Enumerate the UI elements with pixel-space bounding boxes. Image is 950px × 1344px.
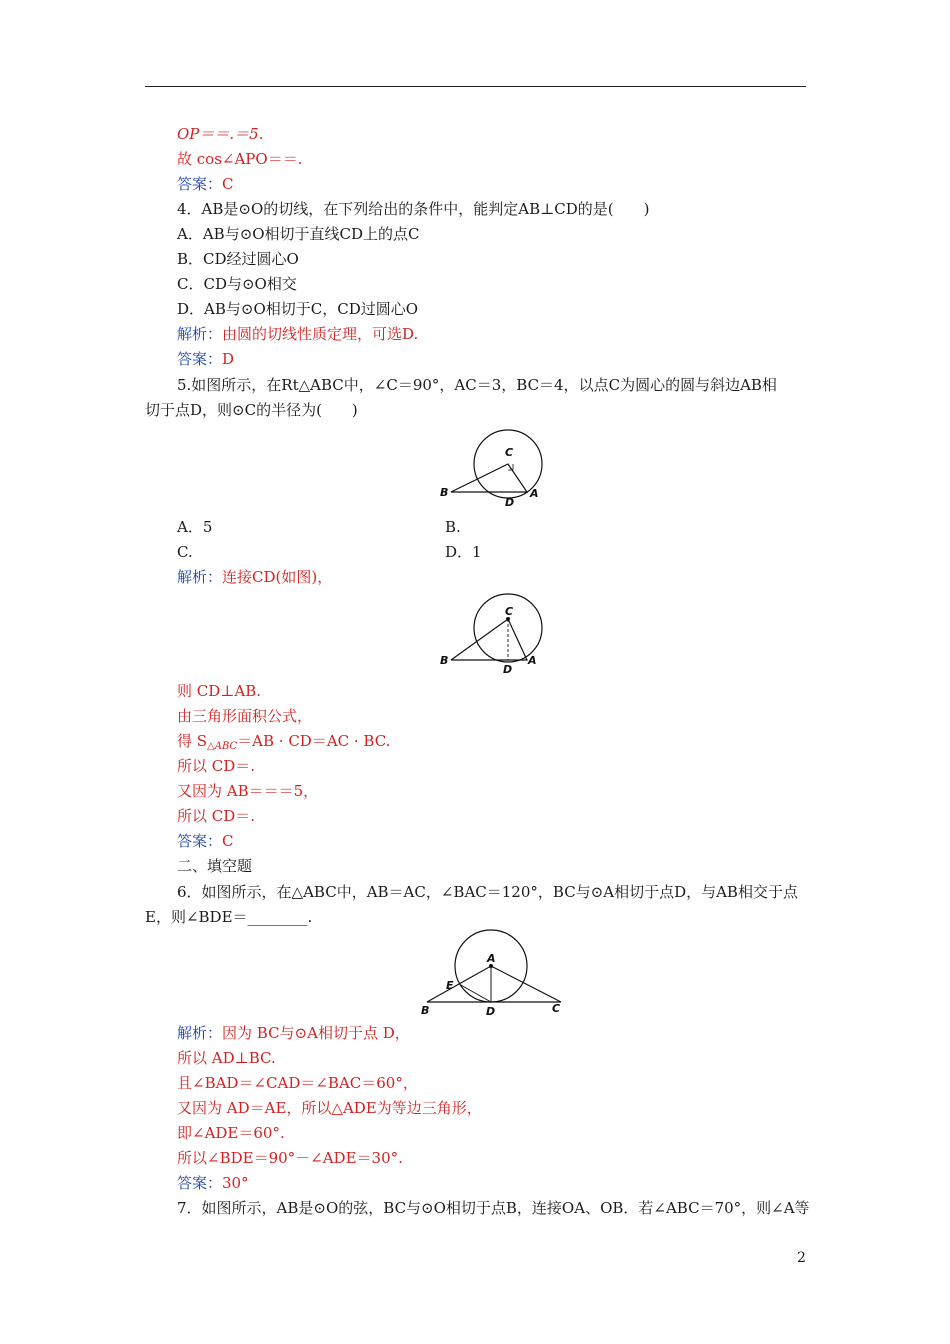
step-line: 又因为 AD＝AE，所以△ADE为等边三角形， [177, 1099, 482, 1117]
section-heading: 二、填空题 [177, 857, 253, 875]
answer-value: C [222, 175, 234, 193]
solution-line [177, 567, 332, 587]
question-5-line2: 切于点D，则⊙C的半径为( ) [145, 401, 358, 419]
triangle-abc [451, 464, 527, 492]
answer-label: 答案： [177, 832, 223, 850]
label-b: B [440, 654, 449, 667]
solution-label: 解析： [177, 325, 223, 343]
question-6-line2: E，则∠BDE＝________. [145, 908, 313, 926]
step-line: 所以 CD＝. [177, 807, 256, 825]
label-c: C [552, 1002, 561, 1015]
option-c: C. [177, 543, 193, 561]
label-d: D [505, 496, 515, 509]
question-7: 7．如图所示，AB是⊙O的弦，BC与⊙O相切于点B，连接OA、OB．若∠ABC＝70°，则∠A等 [177, 1199, 810, 1217]
answer-value: C [222, 832, 234, 850]
answer-line [177, 1173, 249, 1193]
answer-line [177, 174, 234, 194]
step-line: 所以∠BDE＝90°－∠ADE＝30°. [177, 1149, 403, 1167]
answer-line [177, 831, 234, 851]
label-b: B [440, 486, 449, 499]
option-c: C．CD与⊙O相交 [177, 275, 297, 293]
step-line: 即∠ADE＝60°. [177, 1124, 285, 1142]
step-line: 又因为 AB＝＝＝5， [177, 782, 319, 800]
text-line: 故 cos∠APO＝＝. [177, 150, 303, 168]
area-subscript: △ABC [207, 741, 238, 752]
question-6-line1: 6．如图所示，在△ABC中，AB＝AC，∠BAC＝120°，BC与⊙A相切于点D，与AB相交于点 [177, 883, 798, 901]
solution-line [177, 1023, 410, 1043]
step-line: 所以 CD＝. [177, 757, 256, 775]
step-line [177, 731, 390, 757]
solution-text: 由圆的切线性质定理，可选D. [222, 325, 419, 343]
step-line: 所以 AD⊥BC. [177, 1049, 276, 1067]
label-a: A [487, 952, 496, 965]
answer-line [177, 349, 234, 369]
answer-value: 30° [222, 1174, 249, 1192]
label-d: D [486, 1005, 496, 1018]
option-b: B．CD经过圆心O [177, 250, 299, 268]
label-c: C [505, 446, 514, 459]
solution-text: 因为 BC与⊙A相切于点 D， [222, 1024, 410, 1042]
label-e: E [446, 979, 454, 992]
step-line: 且∠BAD＝∠CAD＝∠BAC＝60°， [177, 1074, 418, 1092]
solution-line [177, 324, 418, 344]
label-d: D [503, 663, 513, 676]
figure-q5 [435, 422, 555, 516]
option-d: D．1 [445, 543, 482, 561]
step-line: 由三角形面积公式， [177, 707, 313, 725]
header-rule [145, 86, 806, 87]
question-5-line1: 5.如图所示，在Rt△ABC中，∠C＝90°，AC＝3，BC＝4，以点C为圆心的圆与斜边AB相 [177, 376, 777, 394]
step-line: 则 CD⊥AB. [177, 682, 262, 700]
page-number: 2 [797, 1250, 806, 1266]
label-c: C [505, 605, 514, 618]
label-a: A [530, 487, 539, 500]
figure-q6 [415, 926, 575, 1025]
triangle-abc [451, 619, 527, 660]
option-d: D．AB与⊙O相切于C，CD过圆心O [177, 300, 419, 318]
question-4: 4．AB是⊙O的切线，在下列给出的条件中，能判定AB⊥CD的是( ) [177, 200, 650, 218]
solution-label: 解析： [177, 1024, 223, 1042]
answer-value: D [222, 350, 235, 368]
option-b: B. [445, 518, 461, 536]
segment-de [459, 984, 491, 1002]
figure-q5-solution [435, 590, 555, 684]
area-formula: ＝AB · CD＝AC · BC. [237, 732, 391, 750]
solution-label: 解析： [177, 568, 223, 586]
answer-label: 答案： [177, 175, 223, 193]
label-b: B [421, 1004, 430, 1017]
option-a: A．AB与⊙O相切于直线CD上的点C [177, 225, 420, 243]
label-a: A [528, 654, 537, 667]
solution-text: 连接CD(如图)， [222, 568, 333, 586]
area-prefix: 得 S [177, 732, 208, 750]
text-line: OP＝＝.＝5. [177, 125, 264, 143]
answer-label: 答案： [177, 1174, 223, 1192]
answer-label: 答案： [177, 350, 223, 368]
option-a: A．5 [177, 518, 213, 536]
